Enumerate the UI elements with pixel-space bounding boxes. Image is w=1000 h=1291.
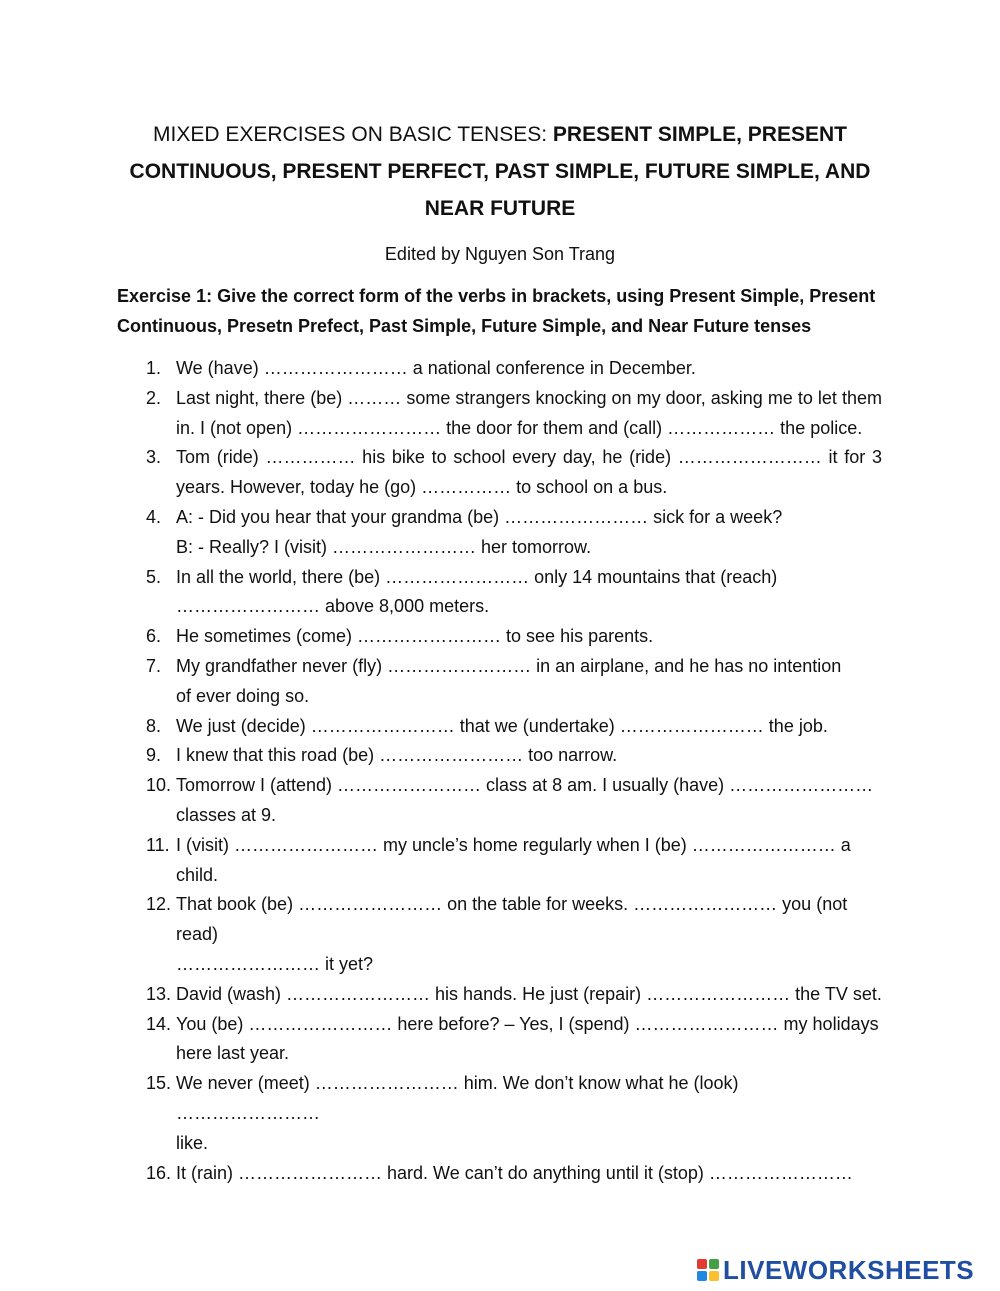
item-line-1: We never (meet) …………………… him. We don’t know what he (look) …………………… (176, 1073, 739, 1123)
logo-square-blue (697, 1271, 707, 1281)
item-text: We (have) …………………… a national conference in December. (176, 358, 696, 378)
logo-square-green (709, 1259, 719, 1269)
item-text: Tom (ride) …………… his bike to school every day, he (ride) …………………… it for 3 years. However, today he (go) …………… to school on a bus. (176, 447, 882, 498)
exercise-list (146, 354, 882, 1188)
item-line-2: of ever doing so. (176, 685, 310, 706)
list-item (146, 1010, 882, 1070)
list-item (146, 652, 882, 712)
item-number: 2. (146, 387, 162, 408)
item-number: 7. (146, 655, 162, 676)
logo-square-yellow (709, 1271, 719, 1281)
item-line-2: classes at 9. (176, 804, 277, 825)
list-item (146, 384, 882, 444)
list-item (146, 503, 882, 563)
item-line-1: That book (be) …………………… on the table for weeks. …………………… you (not read) (176, 894, 848, 945)
item-line-2: …………………… above 8,000 meters. (176, 596, 490, 617)
item-line-2: B: - Really? I (visit) …………………… her tomorrow. (176, 536, 592, 557)
list-item (146, 712, 882, 742)
item-text: It (rain) …………………… hard. We can’t do anything until it (stop) …………………… (176, 1162, 853, 1183)
list-item (146, 622, 882, 652)
list-item (146, 980, 882, 1010)
list-item (146, 443, 882, 503)
list-item (146, 741, 882, 771)
item-line-2: like. (176, 1132, 209, 1153)
title-normal-part: MIXED EXERCISES ON BASIC TENSES: (153, 123, 553, 146)
list-item (146, 563, 882, 623)
item-number: 9. (146, 745, 162, 766)
list-item (146, 1159, 882, 1189)
item-line-1: Tomorrow I (attend) …………………… class at 8 am. I usually (have) …………………… (176, 775, 874, 796)
list-item (146, 831, 882, 891)
item-number: 8. (146, 715, 162, 736)
item-text: David (wash) …………………… his hands. He just (repair) …………………… the TV set. (176, 983, 882, 1004)
item-text: I (visit) …………………… my uncle’s home regularly when I (be) …………………… a child. (176, 834, 851, 885)
item-number: 3. (146, 447, 162, 468)
list-item (146, 890, 882, 979)
item-text: Last night, there (be) ……… some strangers knocking on my door, asking me to let them in. I (not open) …………………… the door for them and (call) ……………… the police. (176, 387, 882, 438)
item-number: 6. (146, 626, 162, 647)
item-text: We just (decide) …………………… that we (undertake) …………………… the job. (176, 715, 828, 736)
item-line-1: My grandfather never (fly) …………………… in an airplane, and he has no intention (176, 655, 842, 676)
item-number: 13. (146, 983, 172, 1004)
item-text: He sometimes (come) …………………… to see his parents. (176, 626, 654, 647)
item-line-1: A: - Did you hear that your grandma (be) …………………… sick for a week? (176, 506, 783, 527)
item-number: 11. (146, 834, 170, 855)
worksheet-title (100, 116, 900, 227)
list-item (146, 771, 882, 831)
item-number: 12. (146, 894, 172, 915)
item-number: 16. (146, 1162, 172, 1183)
item-number: 1. (146, 358, 162, 378)
liveworksheets-logo-icon (697, 1259, 719, 1281)
logo-text: LIVEWORKSHEETS (723, 1254, 975, 1285)
exercise-instruction: Exercise 1: Give the correct form of the verbs in brackets, using Present Simple, Present Continuous, Presetn Prefect, Past Simple, Future Simple, and Near Future tenses (117, 286, 876, 336)
item-text: I knew that this road (be) …………………… too narrow. (176, 745, 618, 766)
item-number: 14. (146, 1013, 172, 1034)
item-number: 4. (146, 506, 162, 527)
item-line-2: …………………… it yet? (176, 953, 374, 974)
list-item (146, 1069, 882, 1158)
liveworksheets-logo (697, 1255, 974, 1285)
item-number: 5. (146, 566, 162, 587)
item-line-1: In all the world, there (be) …………………… only 14 mountains that (reach) (176, 566, 778, 587)
logo-square-red (697, 1259, 707, 1269)
item-number: 15. (146, 1073, 172, 1094)
item-line-2: here last year. (176, 1043, 290, 1064)
item-number: 10. (146, 775, 172, 796)
list-item (146, 354, 882, 384)
item-line-1: You (be) …………………… here before? – Yes, I (spend) …………………… my holidays (176, 1013, 879, 1034)
editor-credit: Edited by Nguyen Son Trang (384, 244, 616, 264)
title-bold-part: PRESENT SIMPLE, PRESENT CONTINUOUS, PRESENT PERFECT, PAST SIMPLE, FUTURE SIMPLE, AND NEAR FUTURE (129, 123, 871, 220)
